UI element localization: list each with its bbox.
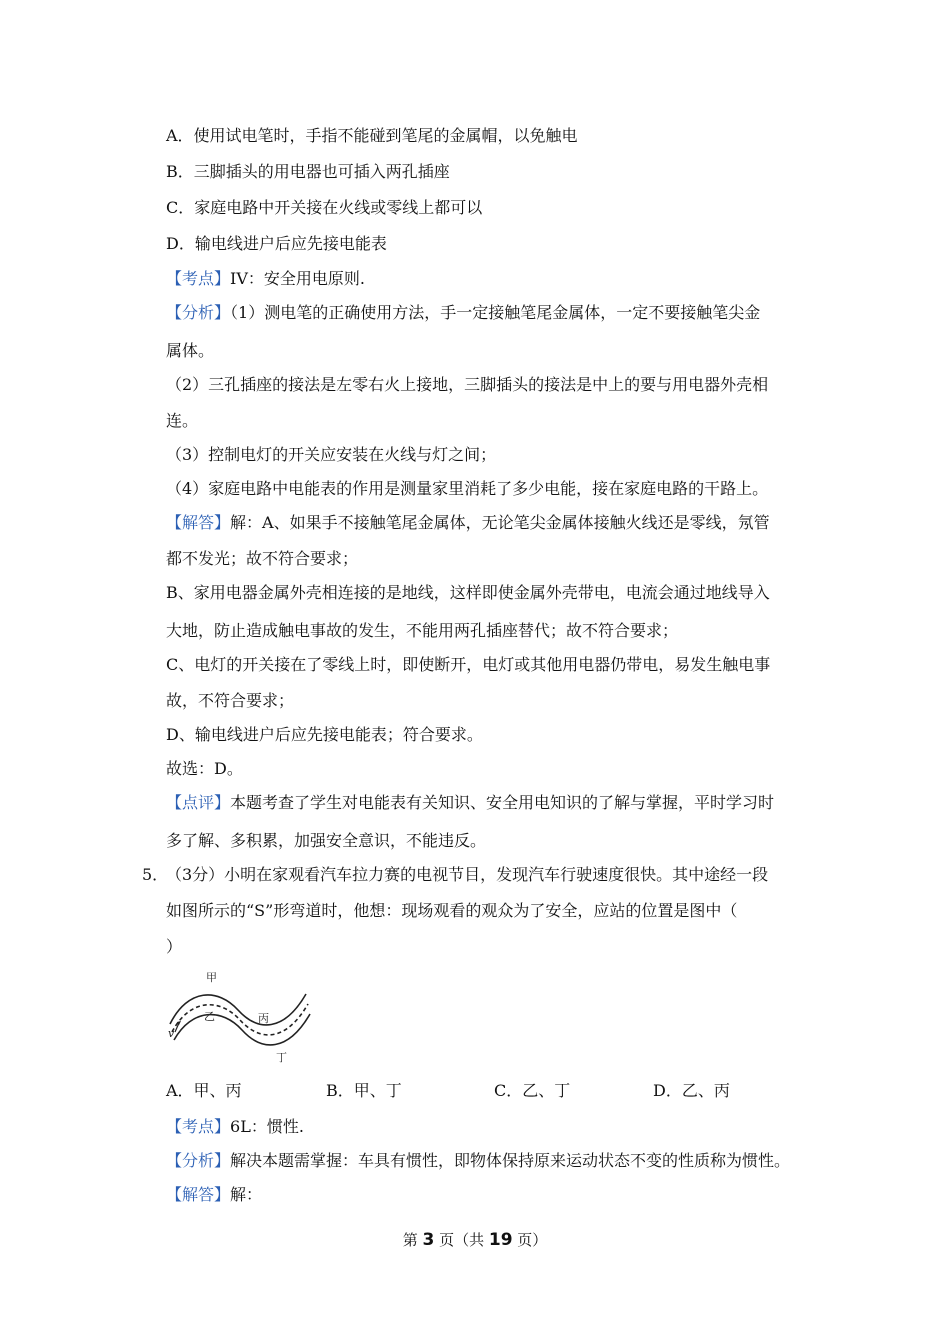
label-jia: 甲 [206,971,217,984]
q4-answer: 故选：D。 [166,759,243,778]
q4-option-c: C．家庭电路中开关接在火线或零线上都可以 [166,198,483,217]
jieda-tag: 【解答】 [166,1185,231,1204]
q5-stem-line-2: 如图所示的“S”形弯道时，他想：现场观看的观众为了安全，应站的位置是图中（ [166,901,738,920]
label-v: v [168,1027,175,1040]
q4-fenxi-line-1 [166,302,760,324]
label-bing: 丙 [258,1012,269,1025]
label-yi: 乙 [204,1010,215,1023]
q4-jieda-line-7: D、输电线进户后应先接电能表；符合要求。 [166,725,483,744]
q4-fenxi-line-6: （4）家庭电路中电能表的作用是测量家里消耗了多少电能，接在家庭电路的干路上。 [166,479,769,498]
q4-jieda-line-6: 故，不符合要求； [166,691,295,710]
footer-total-pages: 19 [488,1230,513,1250]
q4-jieda-line-3: B、家用电器金属外壳相连接的是地线，这样即使金属外壳带电，电流会通过地线导入 [166,583,770,602]
q5-jieda [166,1184,262,1206]
q5-option-a: A．甲、丙 [166,1081,242,1100]
q5-fenxi [166,1150,790,1172]
q5-option-d: D．乙、丙 [653,1081,730,1100]
fenxi-tag: 【分析】 [166,303,231,322]
q5-kaodian [166,1116,304,1138]
q4-option-a: A．使用试电笔时，手指不能碰到笔尾的金属帽，以免触电 [166,126,578,145]
jieda-text: 解： [230,1185,263,1204]
fenxi-text: 解决本题需掌握：车具有惯性，即物体保持原来运动状态不变的性质称为惯性。 [230,1151,791,1170]
kaodian-tag: 【考点】 [166,1117,231,1136]
dianping-text: 本题考查了学生对电能表有关知识、安全用电知识的了解与掌握，平时学习时 [230,793,775,812]
fenxi-tag: 【分析】 [166,1151,231,1170]
q4-kaodian [166,268,365,290]
q4-jieda-line-2: 都不发光；故不符合要求； [166,549,359,568]
q4-fenxi-line-3: （2）三孔插座的接法是左零右火上接地，三脚插头的接法是中上的要与用电器外壳相 [166,375,769,394]
label-ding: 丁 [276,1051,287,1064]
kaodian-text: 6L：惯性. [230,1117,304,1136]
dianping-tag: 【点评】 [166,793,231,812]
road-inner-edge [174,1014,310,1045]
q4-jieda-line-4: 大地，防止造成触电事故的发生，不能用两孔插座替代；故不符合要求； [166,621,679,640]
q4-dianping-line-1 [166,792,774,814]
jieda-tag: 【解答】 [166,513,231,532]
q4-fenxi-line-2: 属体。 [166,341,215,360]
q4-option-b: B．三脚插头的用电器也可插入两孔插座 [166,162,450,181]
footer-prefix: 第 [402,1231,423,1249]
q4-jieda-line-1 [166,512,770,534]
q5-number: 5． [142,865,169,884]
fenxi-text: （1）测电笔的正确使用方法，手一定接触笔尾金属体，一定不要接触笔尖金 [230,303,761,322]
q5-option-b: B．甲、丁 [326,1081,402,1100]
page-footer [0,1229,950,1251]
kaodian-text: IV：安全用电原则. [230,269,365,288]
q5-stem-line-1: （3分）小明在家观看汽车拉力赛的电视节目，发现汽车行驶速度很快。其中途经一段 [166,865,769,884]
footer-page-number: 3 [422,1230,435,1250]
q5-stem-line-3: ） [166,937,183,956]
jieda-text: 解：A、如果手不接触笔尾金属体，无论笔尖金属体接触火线还是零线，氖管 [230,513,770,532]
s-curve-road-figure [166,966,316,1066]
q4-fenxi-line-5: （3）控制电灯的开关应安装在火线与灯之间； [166,445,497,464]
q4-jieda-line-5: C、电灯的开关接在了零线上时，即使断开，电灯或其他用电器仍带电，易发生触电事 [166,655,771,674]
footer-middle: 页（共 [434,1231,489,1249]
q4-option-d: D．输电线进户后应先接电能表 [166,234,387,253]
footer-suffix: 页） [512,1231,548,1249]
q4-fenxi-line-4: 连。 [166,411,199,430]
q4-dianping-line-2: 多了解、多积累，加强安全意识，不能违反。 [166,831,487,850]
kaodian-tag: 【考点】 [166,269,231,288]
q5-option-c: C．乙、丁 [494,1081,571,1100]
